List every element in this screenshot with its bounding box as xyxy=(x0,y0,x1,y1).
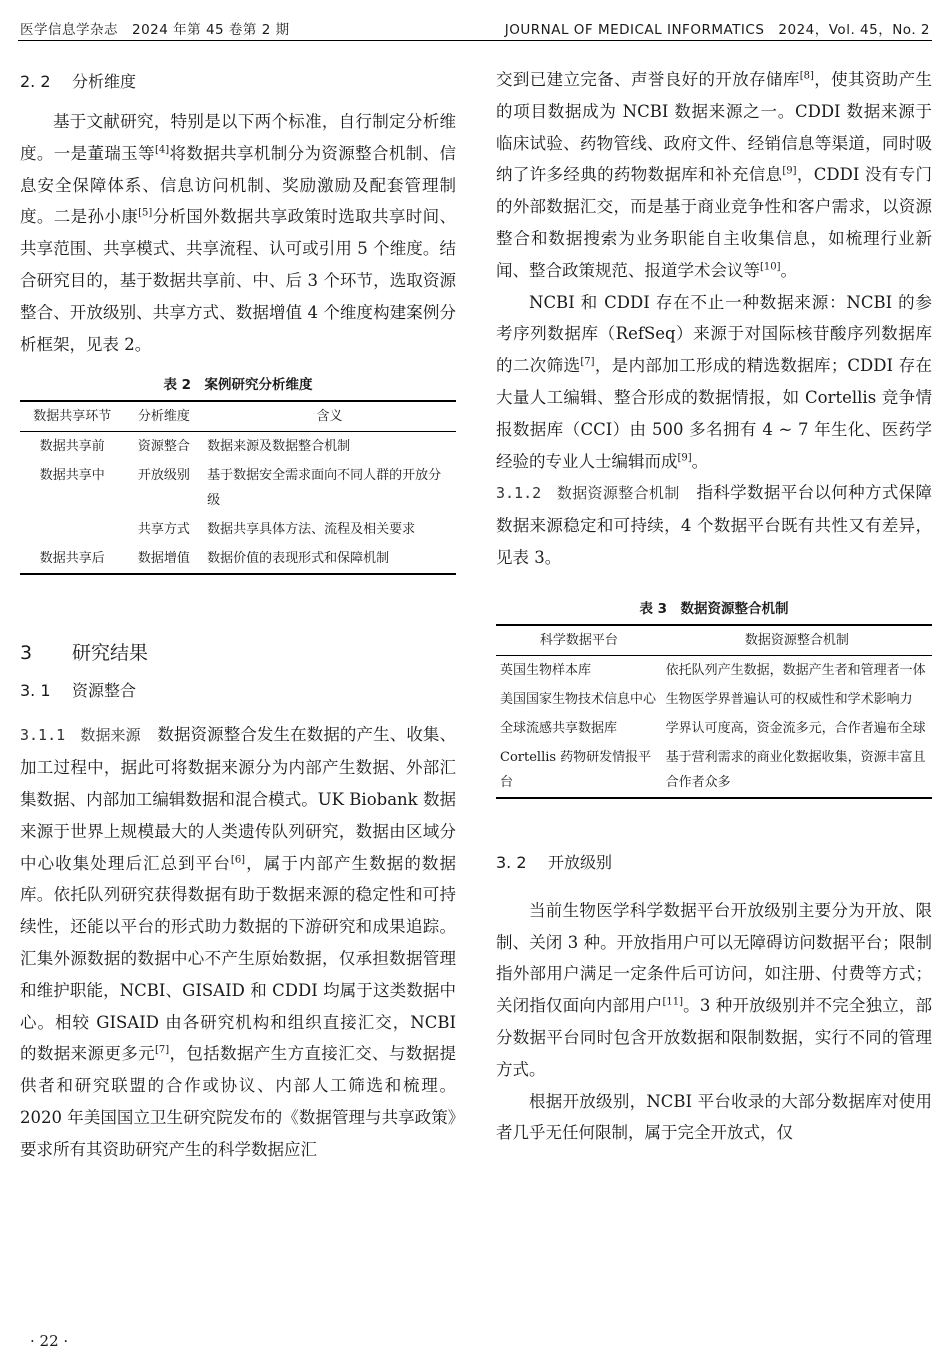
left-column xyxy=(20,64,456,1166)
spacer xyxy=(496,574,932,594)
citation-ref[interactable]: [10] xyxy=(760,261,781,273)
spacer xyxy=(20,575,456,633)
table-2-caption: 表 2 案例研究分析维度 xyxy=(163,377,313,394)
text: 指科学数据平台以何种方式保障数据来源稳定和可持续，4 个数据平台既有共性又有差异，见表 3。 xyxy=(496,483,933,567)
section-number: 3 xyxy=(20,642,33,665)
paragraph xyxy=(20,719,456,1165)
citation-ref[interactable]: [11] xyxy=(662,996,684,1008)
table-cell: 基于数据安全需求面向不同人群的开放分级 xyxy=(207,468,442,509)
table-cell: 数据价值的表现形式和保障机制 xyxy=(207,551,390,567)
text: 。 xyxy=(780,260,798,280)
paragraph xyxy=(496,64,932,287)
table-3 xyxy=(496,624,932,799)
section-title: 分析维度 xyxy=(72,72,137,91)
table-cell: 数据共享具体方法、流程及相关要求 xyxy=(207,522,416,538)
table-2 xyxy=(20,400,456,575)
table-row xyxy=(20,461,456,515)
page-number: · 22 · xyxy=(30,1332,69,1350)
table-cell: 数据来源及数据整合机制 xyxy=(207,439,351,455)
subsection-label: 3.1.2 数据资源整合机制 xyxy=(496,484,680,503)
section-3-1-heading xyxy=(20,673,456,709)
section-number: 3. 1 xyxy=(20,681,51,701)
column-header: 含义 xyxy=(316,409,343,425)
table-cell: 生物医学界普遍认可的权威性和学术影响力 xyxy=(665,691,913,707)
text: 数据资源整合发生在数据的产生、收集、加工过程中，据此可将数据来源分为内部产生数据、外部汇集数据、内部加工编辑数据和混合模式。UK Biobank 数据来源于世界上规模最大的人类遗传队列研究，数据由区域分中心收集处理后汇总到平台 xyxy=(20,725,457,873)
section-3-heading xyxy=(20,633,456,673)
table-row xyxy=(20,432,456,462)
text: ，使其资助产生的项目数据成为 NCBI 数据来源之一。CDDI 数据来源于临床试验、药物管线、政府文件、经销信息等渠道，同时吸纳了许多经典的药物数据库和补充信息 xyxy=(496,70,933,185)
citation-ref[interactable]: [6] xyxy=(230,854,246,866)
text: ，CDDI 没有专门的外部数据汇交，而是基于商业竞争性和客户需求，以资源整合和数据搜索为业务职能自主收集信息，如梳理行业新闻、整合政策规范、报道学术会议等 xyxy=(496,165,932,280)
table-cell: 数据共享后 xyxy=(39,551,105,567)
header-rule xyxy=(18,40,932,41)
table-cell: 资源整合 xyxy=(137,439,190,455)
section-2-2-heading xyxy=(20,64,456,100)
table-row xyxy=(496,655,932,685)
table-row xyxy=(496,714,932,743)
table-cell: 开放级别 xyxy=(137,468,190,484)
table-row xyxy=(20,515,456,544)
right-column xyxy=(496,64,932,1149)
text: 交到已建立完备、声誉良好的开放存储库 xyxy=(496,70,800,89)
section-3-2-heading xyxy=(496,845,932,881)
column-header: 分析维度 xyxy=(137,409,190,425)
text: 。3 种开放级别并不完全独立，部分数据平台同时包含开放数据和限制数据，实行不同的管理方式。 xyxy=(496,996,933,1079)
table-cell: 数据共享中 xyxy=(39,468,105,484)
table-cell: 学界认可度高，资金流多元，合作者遍布全球 xyxy=(665,720,926,736)
table-cell xyxy=(20,515,125,544)
text: 将数据共享机制分为资源整合机制、信息安全保障体系、信息访问机制、奖励激励及配套管理制度。二是孙小康 xyxy=(20,143,457,227)
table-row xyxy=(496,743,932,798)
text: NCBI 和 CDDI 存在不止一种数据来源：NCBI 的参考序列数据库（RefSeq）来源于对国际核苷酸序列数据库的二次筛选 xyxy=(496,292,932,376)
citation-ref[interactable]: [7] xyxy=(580,356,595,368)
section-number: 2. 2 xyxy=(20,72,51,91)
paragraph xyxy=(496,477,932,573)
section-title: 资源整合 xyxy=(72,681,137,701)
paragraph: 根据开放级别，NCBI 平台收录的大部分数据库对使用者几乎无任何限制，属于完全开放式，仅 xyxy=(496,1091,932,1143)
table-cell: 英国生物样本库 xyxy=(500,662,592,678)
table-header-row xyxy=(496,625,932,656)
paragraph xyxy=(496,895,932,1086)
citation-ref[interactable]: [9] xyxy=(782,165,797,177)
table-cell: Cortellis 药物研发情报平台 xyxy=(500,749,652,790)
citation-ref[interactable]: [5] xyxy=(138,207,153,219)
text: 分析国外数据共享政策时选取共享时间、共享范围、共享模式、共享流程、认可或引用 5 个维度。结合研究目的，基于数据共享前、中、后 3 个环节，选取资源整合、开放级别、共享方式、数据增值 4 个维度构建案例分析框架，见表 2。 xyxy=(20,207,457,354)
citation-ref[interactable]: [8] xyxy=(799,70,814,82)
citation-ref[interactable]: [9] xyxy=(677,452,692,464)
section-title: 开放级别 xyxy=(548,852,613,872)
spacer xyxy=(496,799,932,845)
text: ，包括数据产生方直接汇交、与数据提供者和研究联盟的合作或协议、内部人工筛选和梳理。2020 年美国国立卫生研究院发布的《数据管理与共享政策》要求所有其资助研究产生的科学数据应汇 xyxy=(20,1044,457,1159)
table-cell: 共享方式 xyxy=(137,522,190,538)
table-row xyxy=(496,685,932,714)
table-header-row xyxy=(20,401,456,432)
citation-ref[interactable]: [7] xyxy=(155,1044,170,1056)
text: ，属于内部产生数据的数据库。依托队列研究获得数据有助于数据来源的稳定性和可持续性，还能以平台的形式助力数据的下游研究和成果追踪。汇集外源数据的数据中心不产生原始数据，仅承担数据管理和维护职能，NCBI、GISAID 和 CDDI 均属于这类数据中心。相较 GISAID 由各研究机构和组织直接汇交，NCBI 的数据来源更多元 xyxy=(20,853,457,1064)
column-header: 数据共享环节 xyxy=(33,409,112,425)
table-row xyxy=(20,544,456,574)
text: ，是内部加工形成的精选数据库；CDDI 存在大量人工编辑、整合形成的数据情报，如 Cortellis 竞争情报数据库（CCI）由 500 多名拥有 4 ~ 7 年生化、医药学经验的专业人士编辑而成 xyxy=(496,356,932,471)
column-header: 数据资源整合机制 xyxy=(744,632,849,648)
column-header: 科学数据平台 xyxy=(539,632,618,648)
table-cell: 基于营利需求的商业化数据收集，资源丰富且合作者众多 xyxy=(665,749,926,790)
running-header-left: 医学信息学杂志 2024 年第 45 卷第 2 期 xyxy=(20,22,290,38)
table-cell: 依托队列产生数据，数据产生者和管理者一体 xyxy=(665,662,926,678)
table-cell: 全球流感共享数据库 xyxy=(500,720,618,736)
section-title: 研究结果 xyxy=(72,642,149,665)
text: 当前生物医学科学数据平台开放级别主要分为开放、限制、关闭 3 种。开放指用户可以无障碍访问数据平台；限制指外部用户满足一定条件后可访问，如注册、付费等方式；关闭指仅面向内部用户 xyxy=(496,900,932,1016)
subsection-label: 3.1.1 数据来源 xyxy=(20,726,141,745)
table-3-caption: 表 3 数据资源整合机制 xyxy=(639,600,789,617)
table-cell: 数据共享前 xyxy=(39,439,105,455)
section-number: 3. 2 xyxy=(496,852,527,872)
paragraph xyxy=(496,287,932,478)
table-cell: 美国国家生物技术信息中心 xyxy=(500,691,657,707)
text: 。 xyxy=(691,451,709,471)
text: 基于文献研究，特别是以下两个标准，自行制定分析维度。一是董瑞玉等 xyxy=(20,112,456,163)
paragraph xyxy=(20,106,456,360)
running-header-right: JOURNAL OF MEDICAL INFORMATICS 2024，Vol. 45，No. 2 xyxy=(504,22,930,38)
citation-ref[interactable]: [4] xyxy=(155,144,170,156)
table-cell: 数据增值 xyxy=(137,551,190,567)
